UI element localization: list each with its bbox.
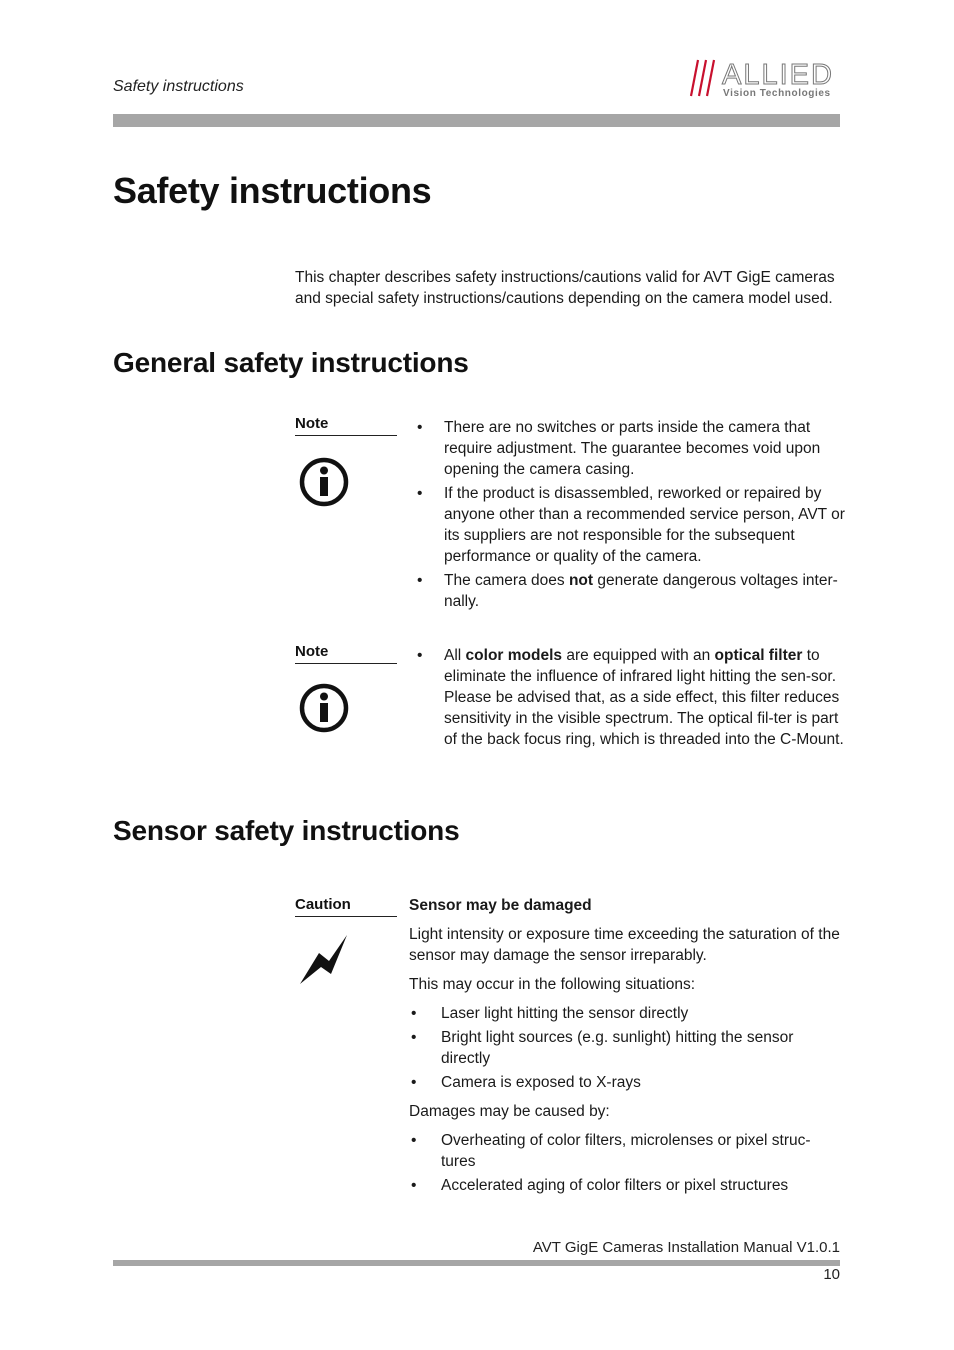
logo-wordmark: ALLIED [722,59,834,91]
caution-body [409,895,841,1204]
page-title: Safety instructions [113,170,432,211]
list-item: • There are no switches or parts inside the camera that require adjustment. The guarantee becomes void upon opening the camera casing. [415,417,845,480]
caution-paragraph: This may occur in the following situations: [409,976,696,993]
list-item: • Overheating of color filters, microlenses or pixel struc-tures [409,1130,841,1172]
intro-paragraph: This chapter describes safety instructions/cautions valid for AVT GigE cameras and special safety instructions/cautions depending on the camera model used. [295,269,835,307]
list-item: • Laser light hitting the sensor directly [409,1003,841,1024]
running-header: Safety instructions [113,78,244,95]
general-heading: General safety instructions [113,347,469,378]
list-item: • The camera does not generate dangerous voltages inter-nally. [415,570,845,612]
footer-rule [113,1260,840,1266]
list-item: • All color models are equipped with an optical filter to eliminate the influence of infrared light hitting the sen-sor. Please be advised that, as a side effect, this filter reduces sensitivity in the visible spectrum. The optical fil-ter is part of the back focus ring, which is threaded into the C-Mount. [415,645,845,750]
list-item: • Camera is exposed to X-rays [409,1072,841,1093]
caution-subheading: Sensor may be damaged [409,897,592,914]
footer-manual-title: AVT GigE Cameras Installation Manual V1.0.1 [532,1239,840,1256]
list-item: • Bright light sources (e.g. sunlight) hitting the sensor directly [409,1027,841,1069]
lightning-icon [298,933,350,985]
note-label-1: Note [295,415,397,436]
list-item: • Accelerated aging of color filters or pixel structures [409,1175,841,1196]
caution-label: Caution [295,896,397,917]
caution-paragraph: Damages may be caused by: [409,1103,610,1120]
note-body-1 [415,417,845,615]
logo-tagline: Vision Technologies [723,88,831,99]
allied-logo [684,58,840,100]
note-label-2: Note [295,643,397,664]
info-icon [298,682,350,734]
note-body-2 [415,645,845,753]
info-icon [298,456,350,508]
header-rule [113,114,840,127]
list-item: • If the product is disassembled, reworked or repaired by anyone other than a recommended service person, AVT or its suppliers are not responsible for the subsequent performance or quality of the camera. [415,483,845,567]
page-number: 10 [823,1266,840,1283]
sensor-heading: Sensor safety instructions [113,815,460,846]
caution-paragraph: Light intensity or exposure time exceeding the saturation of the sensor may damage the sensor irreparably. [409,926,840,964]
